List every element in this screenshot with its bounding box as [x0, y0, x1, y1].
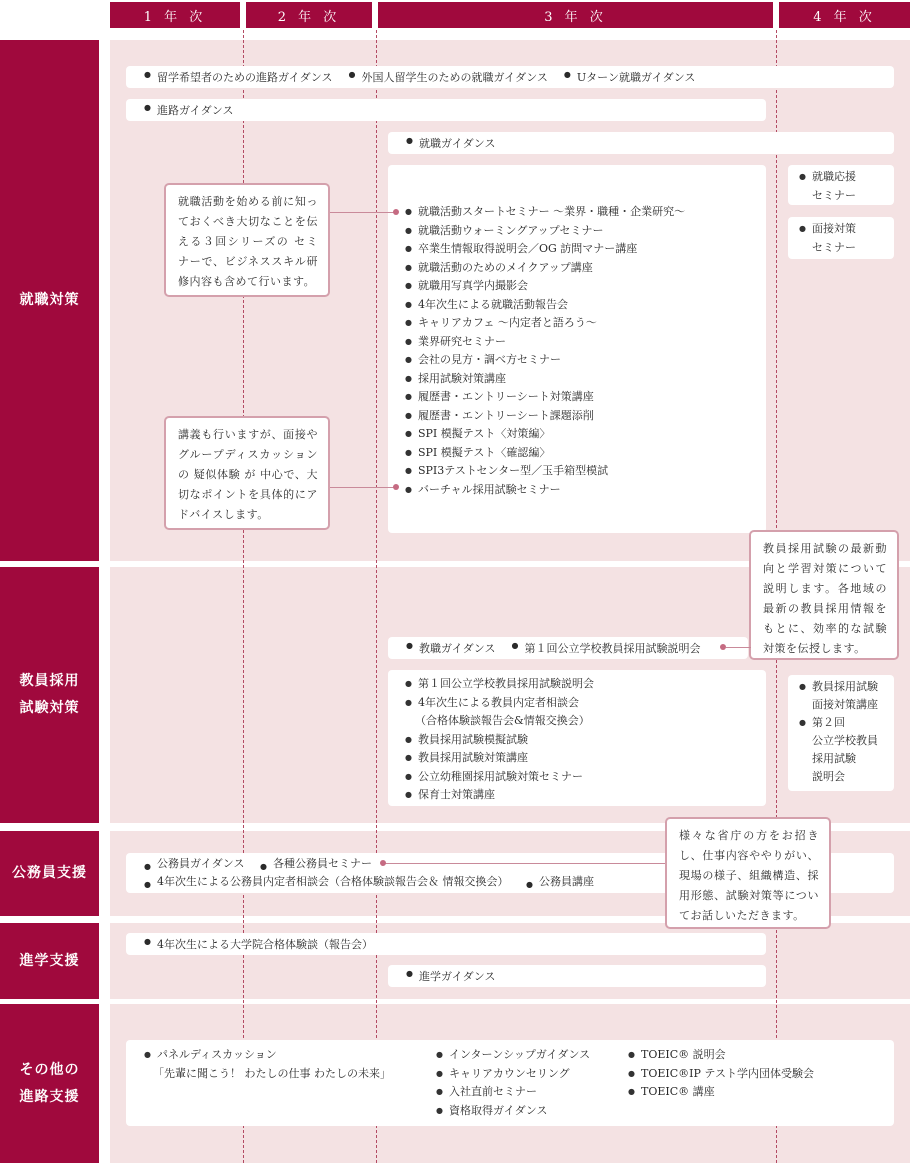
connector-dot	[393, 209, 399, 215]
list-item: ● 履歴書・エントリーシート課題添削	[405, 407, 766, 426]
list-item: ● 第１回公立学校教員採用試験説明会	[511, 640, 700, 656]
connector-dot	[393, 484, 399, 490]
year-header-1: 1 年 次	[110, 2, 240, 28]
list-item: ● 各種公務員セミナー	[259, 857, 372, 871]
list-item: ● 卒業生情報取得説明会／OG 訪問マナー講座	[405, 240, 766, 259]
list-item-note: （合格体験談報告会&情報交換会）	[415, 714, 590, 727]
year-divider	[376, 30, 377, 1163]
sonota-box	[126, 1040, 894, 1126]
callout-start-seminar: 就職活動を始める前に知っておくべき大切なことを伝える３回シリーズの セミナーで、ビジネススキル研修内容も含めて行います。	[164, 183, 330, 297]
shushoku-row3	[388, 132, 894, 154]
list-item: ● キャリアカフェ ～内定者と語ろう～	[405, 314, 766, 333]
callout-kyoin: 教員採用試験の最新動向と学習対策について説明します。各地域の最新の教員採用情報をもとに、効率的な試験対策を伝授します。	[749, 530, 899, 660]
list-item: ● 保育士対策講座	[405, 786, 766, 805]
list-item: ● SPI3テストセンター型／玉手箱型模試	[405, 462, 766, 481]
year-header-2: 2 年 次	[246, 2, 372, 28]
list-item: ● 4年次生による公務員内定者相談会（合格体験談報告会＆ 情報交換会）	[144, 875, 509, 889]
seminar-list	[405, 203, 766, 499]
shushoku-seminar-list	[388, 165, 766, 533]
list-item: ● 進学ガイダンス	[406, 968, 495, 984]
shushoku-year4-item1	[788, 165, 894, 205]
list-item: ● パネルディスカッション	[144, 1046, 391, 1065]
list-item: ● 4年次生による就職活動報告会	[405, 296, 766, 315]
kyoin-year4	[788, 675, 894, 791]
list-item: ● 就職応援 セミナー	[799, 167, 894, 205]
list-item: ● 第２回 公立学校教員 採用試験 説明会	[799, 714, 894, 786]
list-item: ● バーチャル採用試験セミナー	[405, 481, 766, 500]
list-item: ● 公立幼稚園採用試験対策セミナー	[405, 768, 766, 787]
callout-virtual-exam: 講義も行いますが、面接やグループディスカッションの 疑似体験 が 中心で、大切なポイントを具体的にアドバイスします。	[164, 416, 330, 530]
connector-dot	[720, 644, 726, 650]
list-item: ● 入社直前セミナー	[436, 1083, 590, 1102]
list-item: ● 業界研究セミナー	[405, 333, 766, 352]
list-item: ● 資格取得ガイダンス	[436, 1102, 590, 1121]
category-kyoin: 教員採用 試験対策	[0, 567, 99, 823]
list-item: ● 留学希望者のための進路ガイダンス	[144, 69, 332, 85]
list-item: ● 教員採用試験対策講座	[405, 749, 766, 768]
callout-connector	[330, 212, 396, 213]
sonota-col2	[436, 1046, 590, 1120]
list-item: ● 教員採用試験 面接対策講座	[799, 678, 894, 714]
list-item: ● 採用試験対策講座	[405, 370, 766, 389]
connector-dot	[380, 860, 386, 866]
list-item: ● 就職ガイダンス	[406, 135, 495, 151]
category-koumuin: 公務員支援	[0, 831, 99, 916]
list-item: ● 外国人留学生のための就職ガイダンス	[348, 69, 547, 85]
shingaku-row1	[126, 933, 766, 955]
year-header-3: 3 年 次	[378, 2, 773, 28]
category-shushoku: 就職対策	[0, 40, 99, 561]
callout-koumuin: 様々な省庁の方をお招きし、仕事内容ややりがい、現場の様子、組織構造、採用形態、試験対策等についてお話しいただきます。	[665, 817, 831, 929]
list-item: ● インターンシップガイダンス	[436, 1046, 590, 1065]
shushoku-row1	[126, 66, 894, 88]
callout-connector	[726, 647, 751, 648]
list-item: ● 就職活動のためのメイクアップ講座	[405, 259, 766, 278]
sonota-col1	[144, 1046, 391, 1083]
list-item: ● 公務員ガイダンス	[144, 857, 245, 871]
year-header-4: 4 年 次	[779, 2, 910, 28]
list-item: ● 教員採用試験模擬試験	[405, 731, 766, 750]
list-item: ● Uターン就職ガイダンス	[564, 69, 696, 85]
list-item: ● TOEIC® 説明会	[628, 1046, 814, 1065]
list-item: ● SPI 模擬テスト〈対策編〉	[405, 425, 766, 444]
list-item: ● TOEIC®IP テスト学内団体受験会	[628, 1065, 814, 1084]
list-item: ● 就職活動ウォーミングアップセミナー	[405, 222, 766, 241]
kyoin-row1	[388, 637, 748, 659]
shingaku-row2	[388, 965, 766, 987]
shushoku-row2	[126, 99, 766, 121]
list-item: ● 就職活動スタートセミナー ～業界・職種・企業研究～	[405, 203, 766, 222]
list-item: ● 4年次生による大学院合格体験談（報告会）	[144, 936, 373, 952]
list-item: ● 公務員講座	[526, 875, 594, 889]
callout-connector	[330, 487, 396, 488]
list-item: ● SPI 模擬テスト〈確認編〉	[405, 444, 766, 463]
callout-connector	[385, 863, 666, 864]
list-item-note: 「先輩に聞こう！ わたしの仕事 わたしの未来」	[153, 1066, 391, 1080]
list-item: ● 進路ガイダンス	[144, 102, 233, 118]
list-item: ● TOEIC® 講座	[628, 1083, 814, 1102]
list-item: ● 4年次生による教員内定者相談会	[405, 694, 766, 713]
category-sonota: その他の 進路支援	[0, 1004, 99, 1163]
list-item: ● 第１回公立学校教員採用試験説明会	[405, 675, 766, 694]
list-item: ● 会社の見方・調べ方セミナー	[405, 351, 766, 370]
list-item: ● キャリアカウンセリング	[436, 1065, 590, 1084]
list-item: ● 就職用写真学内撮影会	[405, 277, 766, 296]
sonota-col3	[628, 1046, 814, 1102]
list-item: ● 面接対策 セミナー	[799, 219, 894, 257]
list-item: ● 教職ガイダンス	[406, 640, 495, 656]
category-shingaku: 進学支援	[0, 923, 99, 999]
kyoin-list	[388, 670, 766, 806]
shushoku-year4-item2	[788, 217, 894, 259]
list-item: ● 履歴書・エントリーシート対策講座	[405, 388, 766, 407]
